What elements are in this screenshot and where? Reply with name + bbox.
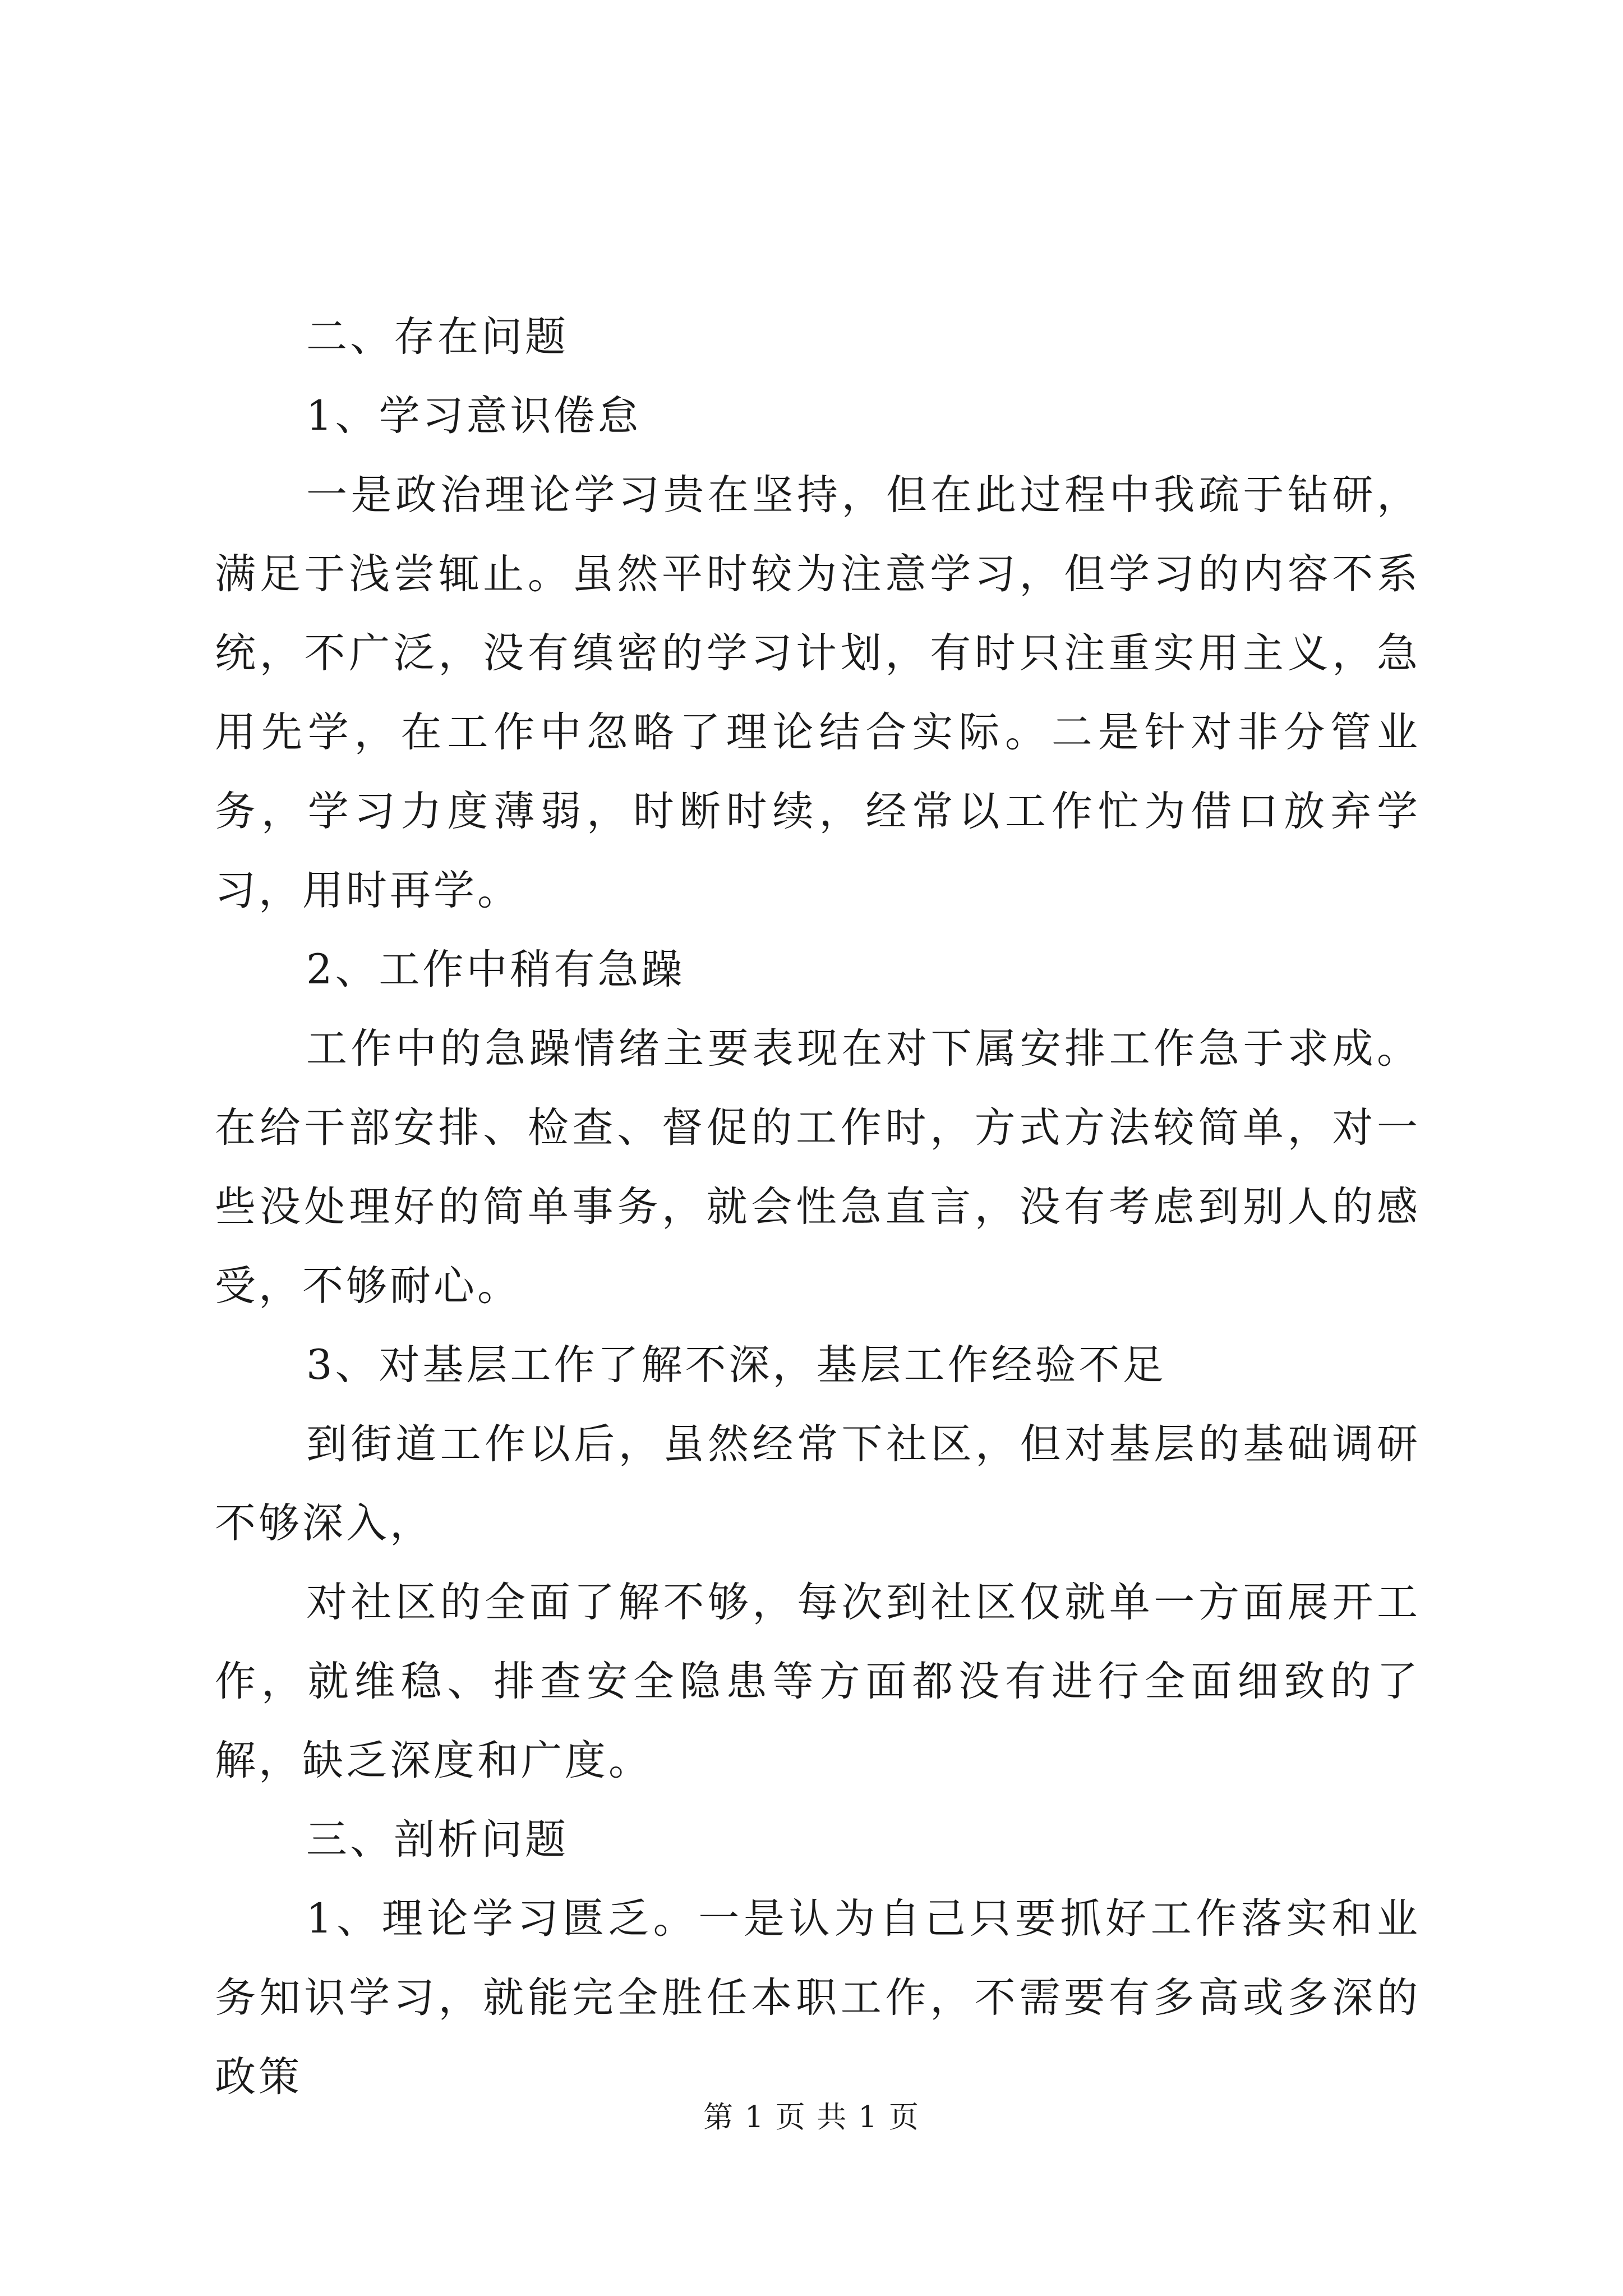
heading-existing-problems: 二、存在问题: [306, 313, 569, 361]
document-body: [215, 297, 1421, 2116]
paragraph-grassroots-work-2: 对社区的全面了解不够，每次到社区仅就单一方面展开工作，就维稳、排查安全隐患等方面都没有进行全面细致的了解，缺乏深度和广度。: [215, 1579, 1421, 1784]
heading-analysis: 三、剖析问题: [306, 1816, 569, 1864]
page-footer: 第 1 页 共 1 页: [703, 2100, 920, 2134]
paragraph-work-impatience: 工作中的急躁情绪主要表现在对下属安排工作急于求成。在给干部安排、检查、督促的工作时，方式方法较简单，对一些没处理好的简单事务，就会性急直言，没有考虑到别人的感受，不够耐心。: [215, 1025, 1421, 1310]
paragraph-grassroots-work-1: 到街道工作以后，虽然经常下社区，但对基层的基础调研不够深入，: [215, 1420, 1421, 1547]
subheading-grassroots-work: 3、对基层工作了解不深，基层工作经验不足: [306, 1341, 1166, 1389]
paragraph-learning-awareness: 一是政治理论学习贵在坚持，但在此过程中我疏于钻研，满足于浅尝辄止。虽然平时较为注意学习，但学习的内容不系统，不广泛，没有缜密的学习计划，有时只注重实用主义，急用先学，在工作中忽略了理论结合实际。二是针对非分管业务，学习力度薄弱，时断时续，经常以工作忙为借口放弃学习，用时再学。: [215, 471, 1421, 914]
subheading-learning-awareness: 1、学习意识倦怠: [306, 392, 642, 440]
subheading-work-impatience: 2、工作中稍有急躁: [306, 946, 685, 993]
paragraph-theory-learning: 1、理论学习匮乏。一是认为自己只要抓好工作落实和业务知识学习，就能完全胜任本职工作，不需要有多高或多深的政策: [215, 1895, 1421, 2101]
